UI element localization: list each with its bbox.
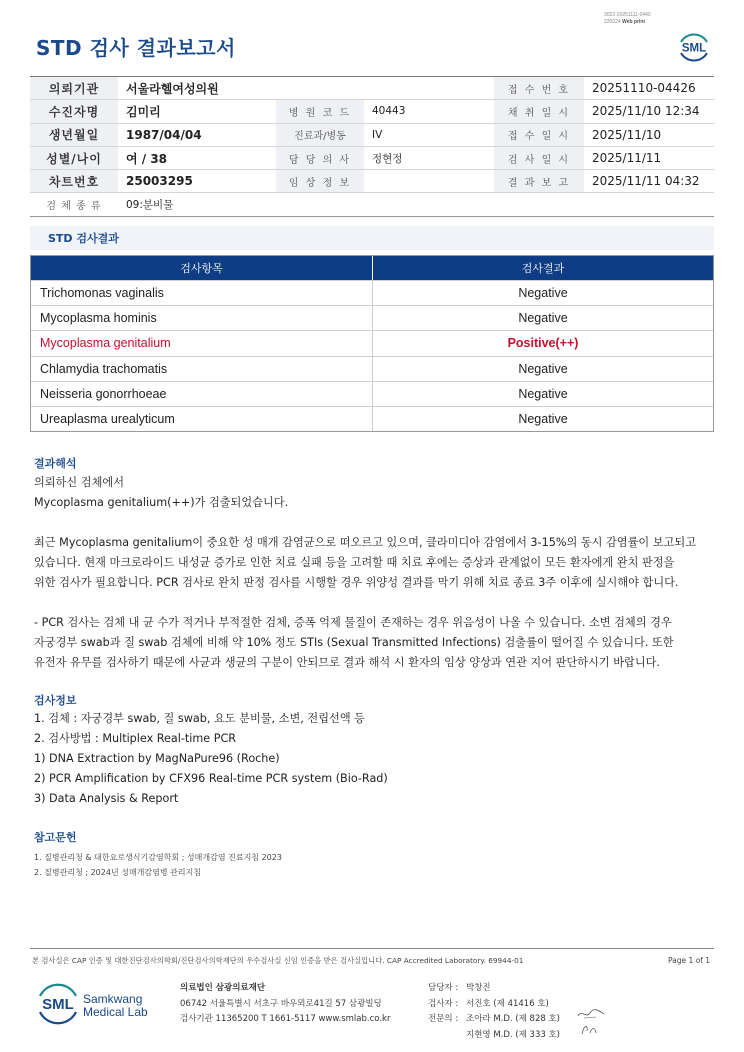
logo-line1: Samkwang — [83, 992, 143, 1006]
label-chart-no: 차트번호 — [30, 170, 118, 192]
interpretation-body: 의뢰하신 검체에서 Mycoplasma genitalium(++)가 검출되었습니다. 최근 Mycoplasma genitalium이 중요한 성 매개 감염균으로 떠오르고 있으며, 클라미디아 감염에서 3-15%의 동시 감염률이 보고되고 있습니다. 현재 마크로라이드 내성균 증가로 인한 치료 실패 등을 고려할 때 치료 후에는 증상과 관계없이 모든 환자에게 완치 판정을 위한 검사가 필요합니다. PCR 검사로 완치 판정 검사를 시행할 경우 위양성 결과를 막기 위해 치료 종료 3주 이후에 실시해야 합니다. - PCR 검사는 검체 내 균 수가 적거나 부적절한 검체, 증폭 억제 물질이 존재하는 경우 위음성이 나올 수 있습니다. 소변 검체의 경우 자궁경부 swab과 질 swab 검체에 비해 약 10% 정도 STIs (Sexual Transmitted Infections) 검출률이 떨어질 수 있습니다. 또한 유전자 유무를 검사하기 때문에 사균과 생균의 구분이 안되므로 결과 해석 시 환자의 임상 양상과 연관 지어 판단하시기 바랍니다. — [34, 476, 697, 669]
label-birth-date: 생년월일 — [30, 124, 118, 146]
page-title: STD 검사 결과보고서 — [36, 36, 236, 60]
value-department: IV — [372, 128, 383, 141]
samkwang-logo-icon — [36, 980, 158, 1028]
test-item: Trichomonas vaginalis — [31, 281, 373, 305]
references-list — [34, 850, 282, 880]
label-test-date: 검 사 일 시 — [494, 147, 584, 169]
label-physician: 담 당 의 사 — [276, 147, 364, 169]
org-name: 의료법인 삼광의료재단 — [180, 983, 266, 993]
table-row — [31, 381, 713, 406]
signature-2-icon — [578, 1021, 602, 1037]
org-address: 06742 서울특별시 서초구 바우뫼로41길 57 삼광빌딩 — [180, 998, 382, 1009]
test-result: Negative — [518, 311, 568, 326]
logo-line2: Medical Lab — [83, 1005, 148, 1019]
label-hospital-code: 병 원 코 드 — [276, 100, 364, 122]
logo-sml-text: SML — [42, 996, 74, 1013]
sml-logo-text: SML — [681, 42, 707, 55]
test-item: Neisseria gonorrhoeae — [31, 382, 373, 406]
info-row — [30, 100, 714, 123]
col-test-result: 검사결과 — [521, 262, 565, 275]
label-collection-datetime: 채 취 일 시 — [494, 100, 584, 122]
value-requesting-institution: 서울라헬여성의원 — [126, 81, 219, 96]
test-result: Negative — [518, 286, 568, 301]
sml-logo-icon — [675, 28, 713, 66]
results-header — [31, 256, 713, 280]
info-row — [30, 193, 714, 216]
label-receipt-date: 접 수 일 시 — [494, 124, 584, 146]
table-row-positive — [31, 330, 713, 355]
table-row — [31, 305, 713, 330]
table-row — [31, 356, 713, 381]
test-info-title: 검사정보 — [34, 694, 77, 707]
staff-row: 담당자 : 박창진 — [428, 983, 491, 993]
patient-info-table — [30, 76, 714, 217]
label-department: 진료과/병동 — [276, 124, 364, 146]
table-row — [31, 406, 713, 431]
test-result: Negative — [518, 361, 568, 376]
value-patient-name: 김미리 — [126, 104, 161, 119]
test-info-body — [34, 709, 714, 809]
value-clinical-info — [364, 170, 494, 192]
label-accession-no: 접 수 번 호 — [494, 77, 584, 99]
accreditation-note: 본 검사실은 CAP 인증 및 대한진단검사의학회/진단검사의학재단의 우수검사실 신임 인증을 받은 검사실입니다. CAP Accredited Laboratory. 69944-01 — [32, 956, 524, 965]
value-birth-date: 1987/04/04 — [126, 127, 202, 142]
results-table — [30, 255, 714, 432]
label-sex-age: 성별/나이 — [30, 147, 118, 169]
value-hospital-code: 40443 — [372, 105, 406, 118]
reference-item: 2. 질병관리청 ; 2024년 성매개감염병 관리지침 — [34, 868, 202, 877]
test-result-positive: Positive(++) — [507, 336, 579, 351]
test-item: Chlamydia trachomatis — [31, 357, 373, 381]
print-id: 3022-20251111-0440 220024 Web print — [604, 12, 651, 25]
test-result: Negative — [518, 386, 568, 401]
value-physician: 정현정 — [372, 152, 403, 165]
signature-1-icon — [576, 1007, 606, 1021]
label-requesting-institution: 의뢰기관 — [30, 77, 118, 99]
value-receipt-date: 2025/11/10 — [592, 127, 662, 142]
info-row — [30, 170, 714, 193]
interpretation-title: 결과해석 — [34, 457, 77, 470]
label-specimen-type: 검 체 종 류 — [30, 193, 118, 215]
results-section-title: STD 검사결과 — [30, 226, 714, 250]
info-row — [30, 124, 714, 147]
test-info-line: 1. 검체 : 자궁경부 swab, 질 swab, 요도 분비물, 소변, 전립선액 등 — [34, 712, 365, 725]
test-info-line: 2) PCR Amplification by CFX96 Real-time PCR system (Bio-Rad) — [34, 772, 388, 785]
test-info-line: 1) DNA Extraction by MagNaPure96 (Roche) — [34, 752, 280, 765]
table-row — [31, 280, 713, 305]
value-specimen-type: 09:분비물 — [126, 199, 174, 212]
test-item: Mycoplasma hominis — [31, 306, 373, 330]
value-collection-datetime: 2025/11/10 12:34 — [592, 104, 700, 119]
value-sex-age: 여 / 38 — [126, 151, 168, 166]
staff-list — [428, 981, 560, 1043]
info-row — [30, 77, 714, 100]
col-test-item: 검사항목 — [31, 256, 373, 280]
label-report-datetime: 결 과 보 고 — [494, 170, 584, 192]
test-result: Negative — [518, 412, 568, 427]
staff-row: 전문의 : 조아라 M.D. (제 828 호) — [428, 1014, 561, 1024]
label-clinical-info: 임 상 정 보 — [276, 170, 364, 192]
value-test-date: 2025/11/11 — [592, 151, 662, 166]
staff-row: 검사자 : 서진호 (제 41416 호) — [428, 998, 549, 1009]
value-accession-no: 20251110-04426 — [592, 81, 696, 96]
staff-row: 지현영 M.D. (제 333 호) — [466, 1029, 561, 1040]
value-report-datetime: 2025/11/11 04:32 — [592, 174, 700, 189]
references-title: 참고문헌 — [34, 831, 77, 844]
test-item: Ureaplasma urealyticum — [31, 407, 373, 431]
reference-item: 1. 질병관리청 & 대한요로생식기감염학회 ; 성매개감염 진료지침 2023 — [34, 853, 282, 862]
label-patient-name: 수진자명 — [30, 100, 118, 122]
org-info — [180, 981, 390, 1028]
test-info-line: 3) Data Analysis & Report — [34, 792, 179, 805]
org-contact: 검사기관 11365200 T 1661-5117 www.smlab.co.kr — [180, 1014, 391, 1024]
test-info-line: 2. 검사방법 : Multiplex Real-time PCR — [34, 732, 237, 745]
info-row — [30, 147, 714, 170]
value-chart-no: 25003295 — [126, 174, 193, 189]
page-number: Page 1 of 1 — [668, 956, 711, 965]
test-item: Mycoplasma genitalium — [31, 331, 373, 355]
footer-divider — [30, 948, 714, 949]
